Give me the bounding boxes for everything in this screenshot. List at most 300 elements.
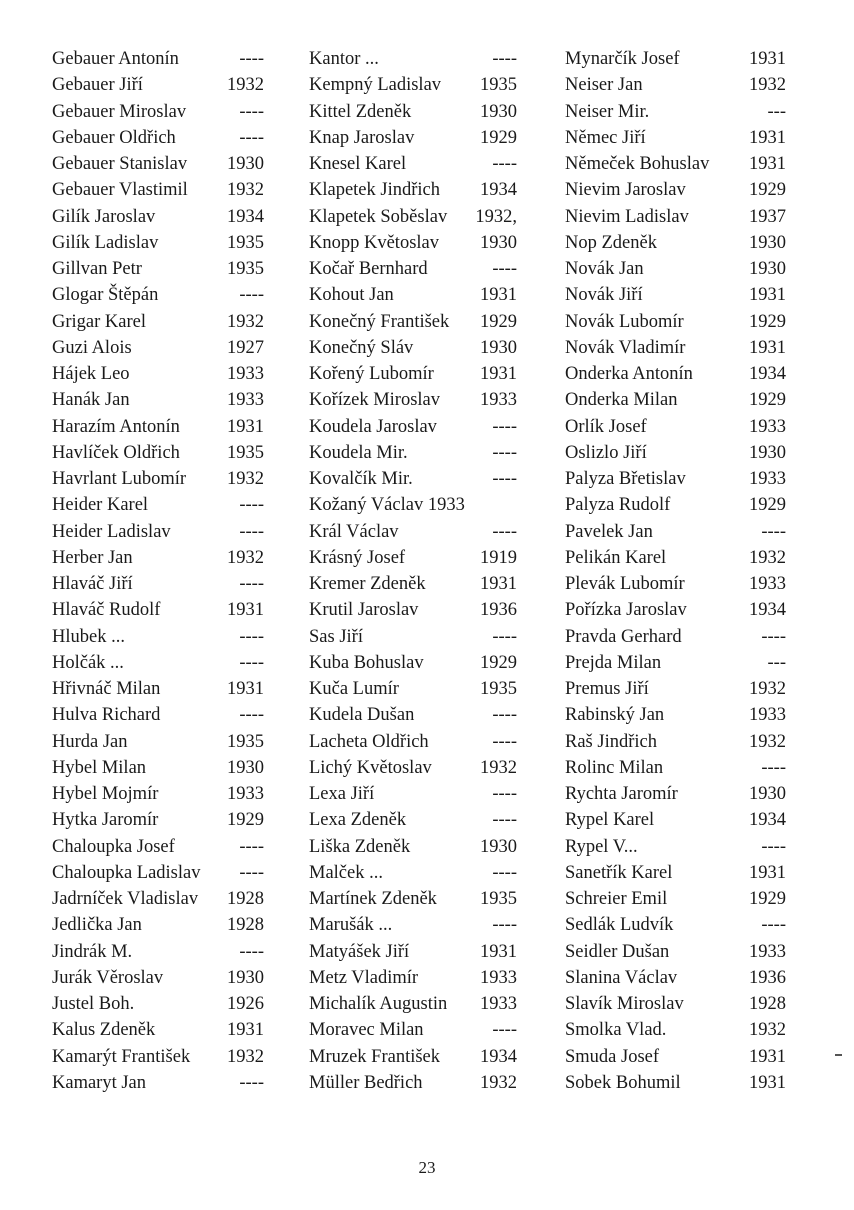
person-name: Neiser Jan	[565, 75, 643, 96]
name-column-3	[565, 46, 786, 1096]
list-item	[565, 834, 786, 860]
person-name: Kuča Lumír	[309, 679, 399, 699]
birth-year: 1932	[749, 547, 786, 568]
person-name: Smolka Vlad.	[565, 1020, 667, 1041]
birth-year: 1933	[749, 941, 786, 962]
person-name: Kamaryt Jan	[52, 1072, 147, 1093]
birth-year: 1929	[749, 495, 786, 516]
list-item	[565, 1070, 786, 1096]
person-name: Krutil Jaroslav	[309, 600, 419, 621]
birth-year: 1935	[480, 679, 517, 699]
person-name: Jadrníček Vladislav	[52, 889, 199, 909]
person-name: Klapetek Soběslav	[309, 206, 448, 227]
list-item	[309, 256, 517, 282]
list-item	[309, 519, 517, 545]
birth-year: ----	[492, 416, 517, 437]
name-column-1	[52, 46, 264, 1096]
list-item	[565, 335, 786, 361]
person-name: Gebauer Stanislav	[52, 154, 188, 174]
birth-year: ----	[761, 626, 786, 647]
list-item	[565, 597, 786, 623]
list-item	[52, 309, 264, 335]
birth-year: 1931	[480, 364, 517, 384]
person-name: Chaloupka Ladislav	[52, 862, 201, 883]
list-item	[565, 1017, 786, 1043]
person-name: Rolinc Milan	[565, 757, 664, 778]
list-item	[52, 650, 264, 676]
list-item	[309, 545, 517, 571]
person-name: Lichý Květoslav	[309, 757, 432, 778]
birth-year: ----	[239, 127, 264, 148]
birth-year: 1930	[749, 259, 786, 279]
list-item	[309, 46, 517, 72]
birth-year: 1936	[749, 967, 786, 988]
person-name: Onderka Antonín	[565, 364, 693, 384]
list-item	[52, 860, 264, 886]
person-name: Hlaváč Jiří	[52, 574, 133, 594]
list-item	[309, 702, 517, 728]
birth-year: ----	[492, 810, 517, 831]
person-name: Guzi Alois	[52, 337, 132, 358]
birth-year: 1933	[227, 364, 264, 384]
list-item	[52, 414, 264, 440]
person-name: Onderka Milan	[565, 390, 678, 411]
birth-year: ----	[492, 49, 517, 69]
birth-year: 1929	[480, 127, 517, 148]
list-item	[309, 361, 517, 387]
person-name: Knap Jaroslav	[309, 127, 415, 148]
person-name: Hurda Jan	[52, 731, 128, 752]
list-item	[309, 834, 517, 860]
birth-year: ----	[239, 495, 264, 516]
list-item	[565, 492, 786, 518]
birth-year: ----	[239, 705, 264, 726]
person-name: Sedlák Ludvík	[565, 915, 674, 936]
person-name: Gilík Jaroslav	[52, 206, 156, 227]
list-item	[52, 834, 264, 860]
list-item	[309, 729, 517, 755]
person-name: Kohout Jan	[309, 285, 394, 306]
list-item	[52, 230, 264, 256]
person-name: Nop Zdeněk	[565, 232, 657, 253]
birth-year: 1932	[227, 75, 264, 96]
list-item	[309, 335, 517, 361]
birth-year: 1932	[749, 731, 786, 752]
person-name: Kittel Zdeněk	[309, 101, 412, 122]
list-item	[52, 571, 264, 597]
person-name: Novák Lubomír	[565, 311, 684, 332]
list-item	[52, 545, 264, 571]
person-name: Novák Jiří	[565, 285, 643, 306]
birth-year: ----	[239, 521, 264, 542]
list-item	[309, 860, 517, 886]
list-item	[309, 414, 517, 440]
person-name: Malček ...	[309, 862, 383, 883]
person-name: Kožaný Václav 1933	[309, 495, 465, 516]
list-item	[52, 991, 264, 1017]
list-item	[565, 361, 786, 387]
person-name: Schreier Emil	[565, 889, 668, 909]
person-name: Gebauer Miroslav	[52, 101, 187, 122]
list-item	[565, 151, 786, 177]
list-item	[52, 282, 264, 308]
list-item	[309, 597, 517, 623]
person-name: Kalus Zdeněk	[52, 1020, 156, 1041]
list-item	[309, 571, 517, 597]
list-item	[565, 807, 786, 833]
list-item	[52, 886, 264, 912]
person-name: Gebauer Oldřich	[52, 127, 176, 148]
list-item	[52, 755, 264, 781]
list-item	[52, 1044, 264, 1070]
birth-year: 1935	[227, 232, 264, 253]
list-item	[52, 781, 264, 807]
person-name: Pavelek Jan	[565, 521, 653, 542]
birth-year: 1932	[749, 75, 786, 96]
person-name: Kořízek Miroslav	[309, 390, 441, 411]
birth-year: 1933	[480, 390, 517, 411]
list-item	[52, 177, 264, 203]
birth-year: 1932	[227, 469, 264, 489]
birth-year: 1934	[480, 180, 517, 201]
person-name: Kempný Ladislav	[309, 75, 442, 96]
person-name: Palyza Břetislav	[565, 469, 686, 489]
birth-year: 1931	[749, 1046, 786, 1067]
birth-year: 1933	[749, 469, 786, 489]
birth-year: ----	[492, 469, 517, 489]
list-item	[52, 361, 264, 387]
person-name: Gebauer Jiří	[52, 75, 143, 96]
list-item	[565, 72, 786, 98]
person-name: Kočař Bernhard	[309, 259, 428, 279]
list-item	[52, 912, 264, 938]
birth-year: 1929	[227, 810, 264, 831]
person-name: Orlík Josef	[565, 416, 647, 437]
birth-year: 1933	[480, 967, 517, 988]
person-name: Marušák ...	[309, 915, 393, 936]
birth-year: 1931	[227, 600, 264, 621]
birth-year: 1934	[749, 810, 786, 831]
birth-year: 1931	[227, 679, 264, 699]
birth-year: ----	[761, 915, 786, 936]
birth-year: 1930	[749, 784, 786, 804]
person-name: Havlíček Oldřich	[52, 442, 180, 463]
person-name: Rabinský Jan	[565, 705, 665, 726]
page-number: 23	[418, 1158, 436, 1177]
person-name: Mynarčík Josef	[565, 49, 680, 69]
person-name: Novák Jan	[565, 259, 644, 279]
person-name: Hybel Milan	[52, 757, 147, 778]
list-item	[565, 991, 786, 1017]
birth-year: ----	[761, 757, 786, 778]
list-item	[52, 807, 264, 833]
birth-year: 1930	[227, 154, 264, 174]
list-item	[52, 440, 264, 466]
birth-year: 1932	[749, 1020, 786, 1041]
list-item	[309, 1044, 517, 1070]
birth-year: ---	[767, 652, 786, 673]
person-name: Martínek Zdeněk	[309, 889, 437, 909]
person-name: Justel Boh.	[52, 994, 135, 1014]
birth-year: ----	[492, 626, 517, 647]
person-name: Michalík Augustin	[309, 994, 448, 1014]
person-name: Hlaváč Rudolf	[52, 600, 161, 621]
list-item	[565, 676, 786, 702]
person-name: Slanina Václav	[565, 967, 678, 988]
list-item	[309, 282, 517, 308]
birth-year: 1933	[480, 994, 517, 1014]
person-name: Rypel V...	[565, 836, 638, 857]
birth-year: 1935	[480, 75, 517, 96]
list-item	[52, 125, 264, 151]
birth-year: 1930	[480, 337, 517, 358]
list-item	[309, 650, 517, 676]
person-name: Němeček Bohuslav	[565, 154, 710, 174]
person-name: Hybel Mojmír	[52, 784, 159, 804]
person-name: Müller Bedřich	[309, 1072, 423, 1093]
list-item	[52, 256, 264, 282]
person-name: Oslizlo Jiří	[565, 442, 647, 463]
birth-year: 1931	[480, 574, 517, 594]
list-item	[309, 204, 517, 230]
list-item	[565, 571, 786, 597]
birth-year: 1935	[480, 889, 517, 909]
list-item	[52, 676, 264, 702]
birth-year: 1930	[480, 836, 517, 857]
list-item	[565, 650, 786, 676]
birth-year: ----	[239, 285, 264, 306]
list-item	[309, 991, 517, 1017]
list-item	[52, 46, 264, 72]
person-name: Konečný František	[309, 311, 450, 332]
list-item	[309, 939, 517, 965]
person-name: Gebauer Vlastimil	[52, 180, 188, 201]
person-name: Harazím Antonín	[52, 416, 180, 437]
birth-year: 1933	[749, 574, 786, 594]
birth-year: ----	[239, 1072, 264, 1093]
birth-year: 1934	[749, 600, 786, 621]
birth-year: 1932,	[475, 206, 517, 227]
list-item	[52, 729, 264, 755]
person-name: Nievim Jaroslav	[565, 180, 686, 201]
birth-year: 1928	[227, 915, 264, 936]
list-item	[309, 440, 517, 466]
person-name: Jindrák M.	[52, 941, 133, 962]
birth-year: ---	[767, 101, 786, 122]
birth-year: 1937	[749, 206, 786, 227]
list-item	[52, 1017, 264, 1043]
list-item	[309, 1017, 517, 1043]
birth-year: ----	[492, 915, 517, 936]
birth-year: ----	[761, 836, 786, 857]
person-name: Konečný Sláv	[309, 337, 414, 358]
list-item	[309, 387, 517, 413]
birth-year: 1931	[749, 285, 786, 306]
birth-year: ----	[492, 154, 517, 174]
list-item	[52, 519, 264, 545]
birth-year: 1933	[749, 705, 786, 726]
birth-year: 1933	[227, 784, 264, 804]
list-item	[309, 676, 517, 702]
person-name: Lacheta Oldřich	[309, 731, 429, 752]
person-name: Lexa Zdeněk	[309, 810, 407, 831]
person-name: Klapetek Jindřich	[309, 180, 440, 201]
person-name: Smuda Josef	[565, 1046, 660, 1067]
list-item	[52, 335, 264, 361]
name-column-2	[309, 46, 517, 1096]
person-name: Kamarýt František	[52, 1046, 191, 1067]
list-item	[565, 939, 786, 965]
list-item	[52, 1070, 264, 1096]
person-name: Raš Jindřich	[565, 731, 657, 752]
list-item	[565, 282, 786, 308]
person-name: Knopp Květoslav	[309, 232, 439, 253]
list-item	[309, 230, 517, 256]
list-item	[309, 492, 517, 518]
person-name: Herber Jan	[52, 547, 133, 568]
person-name: Neiser Mir.	[565, 101, 650, 122]
birth-year: ----	[239, 652, 264, 673]
list-item	[52, 965, 264, 991]
person-name: Sobek Bohumil	[565, 1072, 681, 1093]
list-item	[309, 807, 517, 833]
list-item	[309, 177, 517, 203]
birth-year: 1932	[227, 180, 264, 201]
list-item	[52, 597, 264, 623]
person-name: Novák Vladimír	[565, 337, 686, 358]
birth-year: ----	[239, 49, 264, 69]
birth-year: 1930	[480, 101, 517, 122]
person-name: Kovalčík Mir.	[309, 469, 413, 489]
birth-year: 1931	[227, 1020, 264, 1041]
list-item	[52, 387, 264, 413]
person-name: Rypel Karel	[565, 810, 655, 831]
birth-year: ----	[492, 259, 517, 279]
birth-year: 1930	[749, 442, 786, 463]
birth-year: ----	[492, 442, 517, 463]
person-name: Jurák Věroslav	[52, 967, 164, 988]
list-item	[309, 965, 517, 991]
birth-year: ----	[761, 521, 786, 542]
list-item	[309, 781, 517, 807]
birth-year: 1929	[749, 311, 786, 332]
list-item	[309, 624, 517, 650]
birth-year: 1931	[749, 862, 786, 883]
person-name: Premus Jiří	[565, 679, 649, 699]
list-item	[565, 387, 786, 413]
list-item	[565, 230, 786, 256]
person-name: Hytka Jaromír	[52, 810, 159, 831]
person-name: Koudela Jaroslav	[309, 416, 437, 437]
person-name: Hanák Jan	[52, 390, 130, 411]
list-item	[565, 99, 786, 125]
birth-year: 1928	[227, 889, 264, 909]
person-name: Sanetřík Karel	[565, 862, 673, 883]
birth-year: ----	[239, 941, 264, 962]
birth-year: ----	[239, 101, 264, 122]
list-item	[52, 99, 264, 125]
list-item	[309, 886, 517, 912]
list-item	[565, 466, 786, 492]
list-item	[52, 151, 264, 177]
birth-year: 1927	[227, 337, 264, 358]
person-name: Pravda Gerhard	[565, 626, 682, 647]
birth-year: ----	[492, 862, 517, 883]
person-name: Koudela Mir.	[309, 442, 408, 463]
birth-year: 1935	[227, 442, 264, 463]
person-name: Nievim Ladislav	[565, 206, 689, 227]
list-item	[52, 702, 264, 728]
person-name: Hájek Leo	[52, 364, 130, 384]
birth-year: ----	[239, 862, 264, 883]
person-name: Slavík Miroslav	[565, 994, 684, 1014]
birth-year: 1934	[227, 206, 264, 227]
birth-year: 1932	[227, 1046, 264, 1067]
birth-year: ----	[492, 731, 517, 752]
list-item	[309, 1070, 517, 1096]
birth-year: 1931	[227, 416, 264, 437]
list-item	[565, 860, 786, 886]
list-item	[309, 72, 517, 98]
list-item	[309, 125, 517, 151]
person-name: Hřivnáč Milan	[52, 679, 161, 699]
person-name: Plevák Lubomír	[565, 574, 685, 594]
list-item	[565, 545, 786, 571]
person-name: Mruzek František	[309, 1046, 441, 1067]
person-name: Moravec Milan	[309, 1020, 424, 1041]
list-item	[565, 414, 786, 440]
birth-year: 1931	[749, 337, 786, 358]
list-item	[565, 965, 786, 991]
list-item	[309, 151, 517, 177]
person-name: Kudela Dušan	[309, 705, 415, 726]
birth-year: ----	[239, 836, 264, 857]
list-item	[309, 309, 517, 335]
birth-year: 1929	[749, 390, 786, 411]
birth-year: 1929	[749, 180, 786, 201]
list-item	[52, 204, 264, 230]
birth-year: 1930	[227, 967, 264, 988]
list-item	[309, 912, 517, 938]
birth-year: 1932	[749, 679, 786, 699]
person-name: Gillvan Petr	[52, 259, 142, 279]
birth-year: 1931	[749, 154, 786, 174]
list-item	[52, 466, 264, 492]
birth-year: ----	[492, 521, 517, 542]
birth-year: 1935	[227, 731, 264, 752]
list-item	[565, 125, 786, 151]
person-name: Kořený Lubomír	[309, 364, 434, 384]
person-name: Lexa Jiří	[309, 784, 375, 804]
birth-year: ----	[492, 1020, 517, 1041]
birth-year: ----	[492, 784, 517, 804]
list-item	[565, 1044, 786, 1070]
list-item	[52, 72, 264, 98]
list-item	[309, 755, 517, 781]
list-item	[565, 912, 786, 938]
person-name: Krásný Josef	[309, 547, 406, 568]
person-name: Metz Vladimír	[309, 967, 419, 988]
list-item	[565, 440, 786, 466]
birth-year: 1931	[749, 49, 786, 69]
birth-year: 1934	[480, 1046, 517, 1067]
person-name: Palyza Rudolf	[565, 495, 671, 516]
person-name: Hulva Richard	[52, 705, 161, 726]
birth-year: 1933	[749, 416, 786, 437]
list-item	[52, 939, 264, 965]
list-item	[565, 46, 786, 72]
birth-year: 1932	[480, 1072, 517, 1093]
